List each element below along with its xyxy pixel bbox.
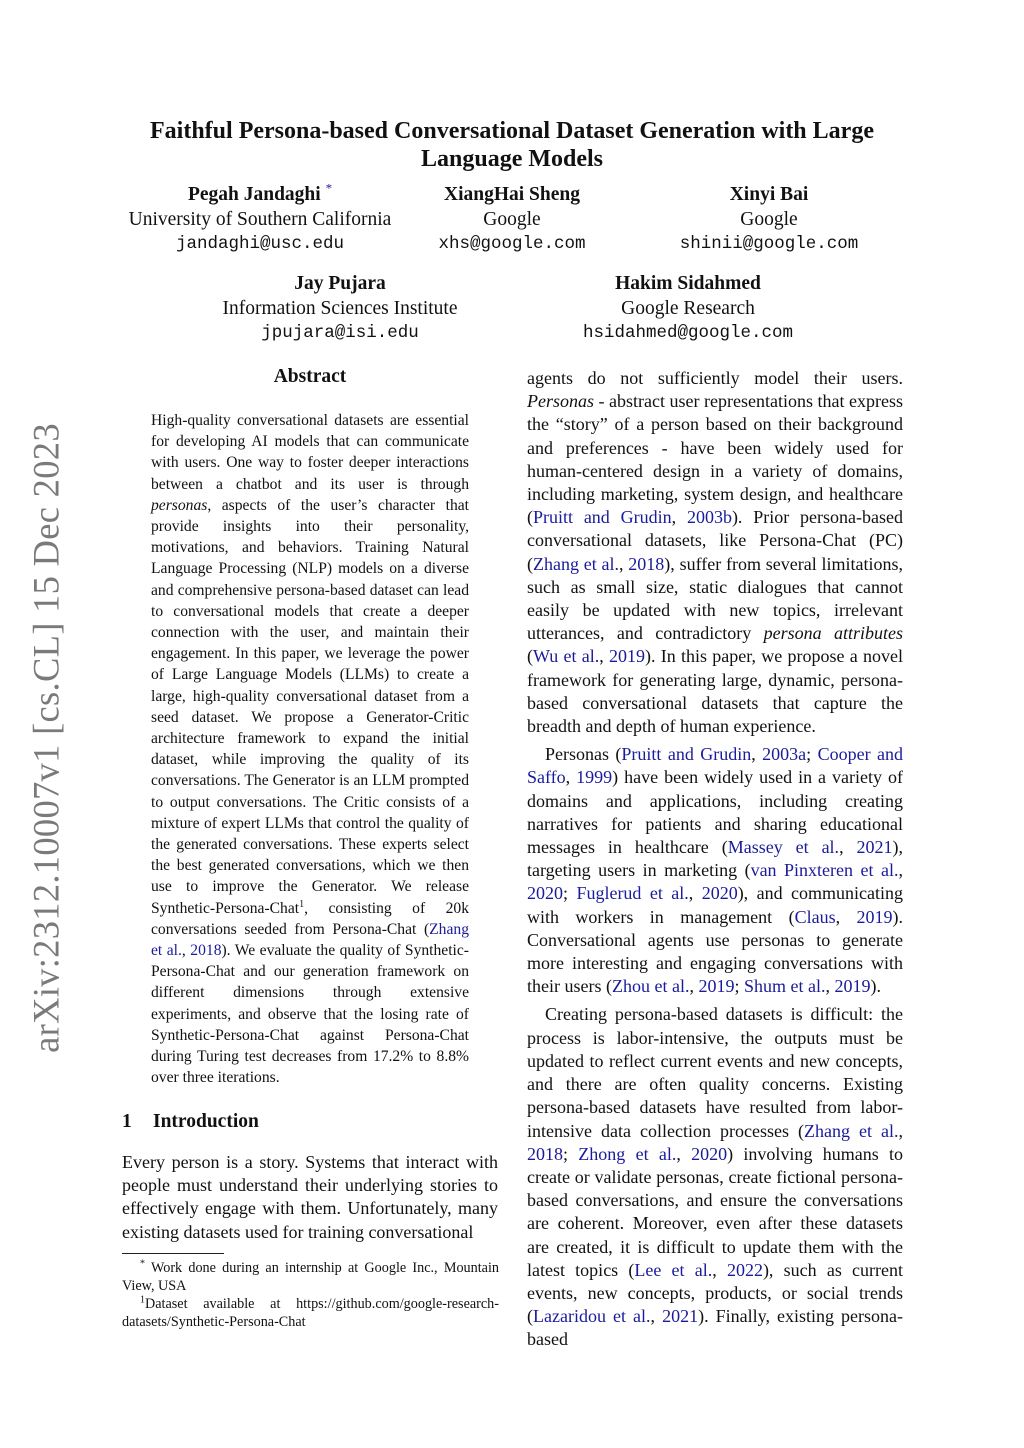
paper-title: Faithful Persona-based Conversational Dataset Generation with Large Language Models	[150, 118, 874, 172]
footnote-2: $^1$Dataset available at https://github.com/google-research-datasets/Synthetic-Persona-Chat	[122, 1294, 499, 1330]
author-email: hsidahmed@google.com	[582, 323, 794, 343]
citation-link[interactable]: van Pinxteren et al.	[750, 860, 899, 881]
intro-paragraph-1: agents do not sufficiently model their users. Personas - abstract user representations that express the “story” of a person based on their background and preferences - have been widely used for human-centered design in a variety of domains, including marketing, system design, and healthcare (Pruitt and Grudin, 2003b). Prior persona-based conversational datasets, like Persona-Chat (PC) (Zhang et al., 2018), suffer from several limitations, such as small size, static dialogues that cannot easily be updated with new topics, irrelevant utterances, and contradictory persona attributes (Wu et al., 2019). In this paper, we propose a novel framework for generating large, dynamic, persona-based conversational datasets that capture the breadth and depth of human experience.	[527, 368, 904, 737]
author-affiliation: Information Sciences Institute	[222, 297, 458, 319]
citation-link[interactable]: 2018	[628, 553, 665, 574]
citation-link[interactable]: 2020	[691, 1143, 728, 1164]
intro-left-paragraph: Every person is a story. Systems that interact with people must understand their underlying stories to effectively engage with them. Unfortunately, many existing datasets used for training conversational	[122, 1152, 498, 1242]
citation-link[interactable]: 2020	[527, 883, 563, 904]
citation-link[interactable]: Pruitt and Grudin	[533, 507, 672, 528]
author-name: Jay Pujara	[294, 273, 386, 294]
citation-link[interactable]: Shum et al.	[743, 976, 826, 997]
citation-link[interactable]: 2003b	[686, 507, 732, 528]
citation-link[interactable]: 2018	[527, 1143, 563, 1164]
author-name: Pegah Jandaghi	[187, 184, 321, 205]
citation-link[interactable]: 2018	[190, 942, 222, 960]
author-block-5	[558, 272, 818, 346]
footnote-1: * Work done during an internship at Google Inc., Mountain View, USA	[122, 1258, 499, 1294]
author-affiliation: Google Research	[621, 297, 755, 319]
intro-paragraph-2: Personas (Pruitt and Grudin, 2003a; Cooper and Saffo, 1999) have been widely used in a variety of domains and applications, including creating narratives for patients and sharing educational messages in healthcare (Massey et al., 2021), targeting users in marketing (van Pinxteren et al., 2020; Fuglerud et al., 2020), and communicating with workers in management (Claus, 2019). Conversational agents use personas to generate more interesting and engaging conversations with their users (Zhou et al., 2019; Shum et al., 2019).	[527, 744, 904, 997]
author-email: jpujara@isi.edu	[261, 323, 419, 343]
citation-link[interactable]: Lee et al.	[634, 1259, 713, 1280]
intro-paragraph-3: Creating persona-based datasets is difficult: the process is labor-intensive, the outputs must be updated to reflect current events and new concepts, and there are often quality concerns. Existing persona-based datasets have resulted from labor-intensive data collection processes (Zhang et al., 2018; Zhong et al., 2020) involving humans to create or validate personas, create fictional persona-based conversations, and ensure the conversations are coherent. Moreover, even after these datasets are created, it is difficult to update them with the latest topics (Lee et al., 2022), such as current events, new concepts, products, or social trends (Lazaridou et al., 2021). Finally, existing persona-based	[527, 1004, 904, 1350]
citation-link[interactable]: Lazaridou et al.	[533, 1306, 651, 1327]
citation-link[interactable]: Zhou et al.	[611, 976, 690, 997]
author-block-3	[664, 183, 874, 257]
author-block-2	[412, 183, 612, 257]
author-name: XiangHai Sheng	[444, 184, 580, 205]
citation-link[interactable]: 2022	[726, 1259, 763, 1280]
citation-link[interactable]: 2021	[662, 1306, 699, 1327]
citation-link[interactable]: 2019	[698, 976, 735, 997]
citation-link[interactable]: Zhong et al.	[578, 1143, 677, 1164]
section-number: 1	[122, 1111, 132, 1132]
author-block-4	[200, 272, 480, 346]
author-block-1	[110, 180, 410, 257]
author-email: shinii@google.com	[679, 234, 859, 254]
citation-link[interactable]: 2020	[701, 883, 738, 904]
citation-link[interactable]: 2019	[856, 906, 893, 927]
footnote-mark: *	[140, 1258, 145, 1270]
abstract-body: High-quality conversational datasets are essential for developing AI models that can communicate with users. One way to foster deeper interactions between a chatbot and its user is through personas, aspects of the user’s character that provide insights into their personality, motivations, and behaviors. Training Natural Language Processing (NLP) models on a diverse and comprehensive persona-based dataset can lead to conversational models that create a deeper connection with the user, and maintain their engagement. In this paper, we leverage the power of Large Language Models (LLMs) to create a large, high-quality conversational dataset from a seed dataset. We propose a Generator-Critic architecture framework to expand the initial dataset, while improving the quality of its conversations. The Generator is an LLM prompted to output conversations. The Critic consists of a mixture of expert LLMs that control the quality of the generated conversations. These experts select the best generated conversations, which we then use to improve the Generator. We release Synthetic-Persona-Chat$^1$, consisting of 20k conversations seeded from Persona-Chat (Zhang et al., 2018). We evaluate the quality of Synthetic-Persona-Chat and our generation framework on different dimensions through extensive experiments, and observe that the losing rate of Synthetic-Persona-Chat against Persona-Chat during Turing test decreases from 17.2% to 8.8% over three iterations.	[151, 412, 470, 1087]
citation-link[interactable]: Zhang et al.	[151, 920, 469, 960]
author-email: jandaghi@usc.edu	[175, 234, 345, 254]
section-heading	[122, 1111, 259, 1133]
citation-link[interactable]: 2021	[856, 837, 893, 858]
section-title: Introduction	[153, 1111, 259, 1132]
intro-right-column	[527, 367, 903, 1352]
citation-link[interactable]: Claus	[794, 906, 836, 927]
citation-link[interactable]: Zhang et al.	[803, 1120, 899, 1141]
author-affiliation: Google	[483, 208, 541, 230]
citation-link[interactable]: 2003a	[762, 744, 807, 765]
author-email: xhs@google.com	[438, 234, 586, 254]
citation-link[interactable]: Fuglerud et al.	[576, 883, 689, 904]
citation-link[interactable]: Pruitt and Grudin	[621, 744, 752, 765]
arxiv-identifier: arXiv:2312.10007v1 [cs.CL] 15 Dec 2023	[25, 423, 67, 1053]
author-affiliation: University of Southern California	[128, 208, 392, 230]
citation-link[interactable]: 2019	[834, 976, 871, 997]
citation-link[interactable]: Wu et al.	[533, 646, 600, 667]
citation-link[interactable]: Cooper and Saffo	[527, 744, 903, 788]
citation-link[interactable]: 1999	[576, 767, 613, 788]
citation-link[interactable]: Zhang et al.	[533, 553, 620, 574]
author-affiliation: Google	[740, 208, 798, 230]
footnote-mark: 1	[140, 1294, 145, 1306]
author-name: Hakim Sidahmed	[615, 273, 761, 294]
citation-link[interactable]: Massey et al.	[727, 837, 840, 858]
citation-link[interactable]: 2019	[609, 646, 646, 667]
footnote-ref[interactable]: 1	[299, 898, 305, 910]
abstract-heading: Abstract	[273, 366, 347, 387]
author-name: Xinyi Bai	[729, 184, 809, 205]
author-footnote-mark: *	[325, 180, 333, 196]
footnote-rule	[122, 1253, 224, 1254]
